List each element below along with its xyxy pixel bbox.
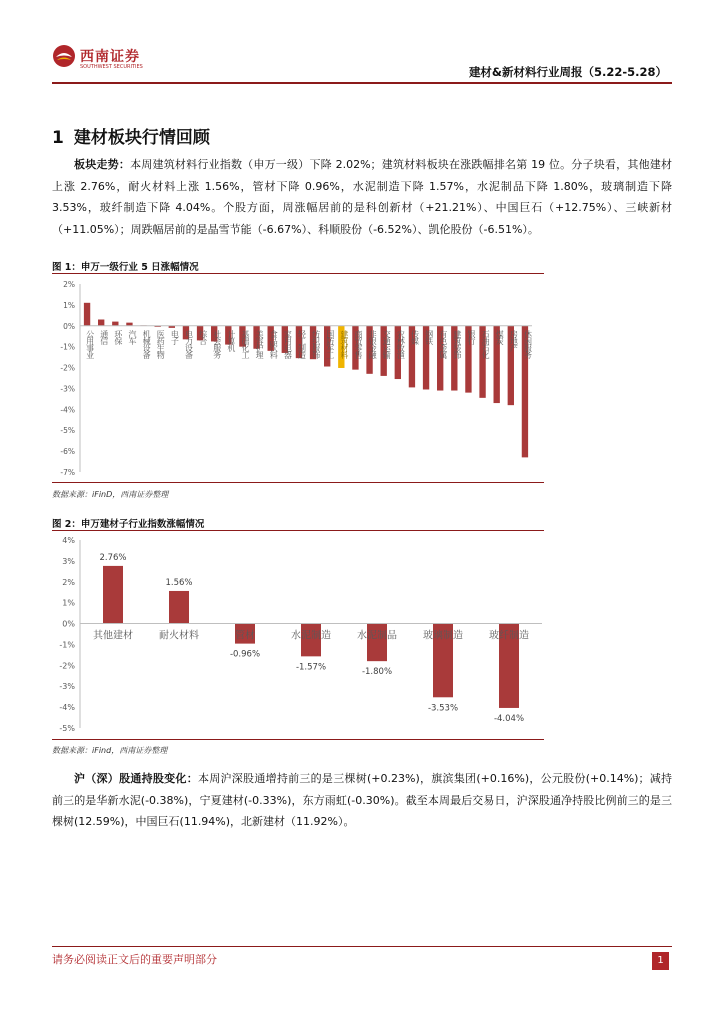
y-tick-label: 2% — [63, 280, 75, 289]
x-tick-label: 非银金融 — [368, 329, 378, 358]
x-tick-label: 纺织服饰 — [311, 329, 321, 358]
figure1-caption: 图 1：申万一级行业 5 日涨幅情况 — [52, 262, 199, 273]
x-tick-label: 公用事业 — [85, 329, 95, 358]
y-tick-label: -7% — [60, 468, 75, 477]
x-tick-label: 汽车 — [127, 329, 137, 344]
market-trend-text: 本周建筑材料行业指数（申万一级）下降 2.02%；建筑材料板块在涨跌幅排名第 19 位。分子块看，其他建材上涨 2.76%，耐火材料上涨 1.56%，管材下降 0.96%，水泥制造下降 1.57%，水泥制品下降 1.80%，玻璃制造下降 3.53%，玻纤制造下降 4.04%。个股方面，周涨幅居前的是科创新材（+21.21%）、中国巨石（+12.75%）、三峡新材（+11.05%）；周跌幅居前的是晶雪节能（-6.67%）、科顺股份（-6.52%）、凯伦股份（-6.51%）。 — [52, 158, 672, 236]
y-tick-label: -4% — [60, 405, 75, 415]
x-tick-label: 综合 — [198, 329, 208, 344]
data-label: -0.96% — [229, 649, 261, 660]
x-tick-label: 银行 — [466, 329, 476, 344]
y-tick-label: 3% — [62, 556, 75, 566]
x-tick-label: 休闲服务 — [523, 329, 533, 358]
figure1-top-rule — [52, 273, 544, 274]
x-tick-label: 农林牧渔 — [396, 329, 406, 358]
x-tick-label: 美容护理 — [255, 329, 265, 358]
x-tick-label: 计算机 — [226, 329, 236, 351]
market-trend-label: 板块走势： — [74, 158, 131, 171]
section-title: 建材板块行情回顾 — [73, 128, 210, 148]
x-tick-label: 国防军工 — [325, 329, 335, 358]
connect-holdings-paragraph — [52, 768, 672, 833]
connect-holdings-text: 本周沪深股通增持前三的是三棵树(+0.23%)，旗滨集团(+0.16%)，公元股份(+0.14%)；减持前三的是华新水泥(-0.38%)，宁夏建材(-0.33%)，东方雨虹(-0.30%)。截至本周最后交易日，沪深股通净持股比例前三的是三棵树(12.59%)，中国巨石(11.94%)，北新建材（11.92%）。 — [52, 772, 673, 828]
figure2-source: 数据来源：iFind，西南证券整理 — [52, 746, 168, 755]
x-tick-label: 商贸零售 — [353, 329, 363, 358]
x-tick-label: 房地产 — [509, 329, 519, 351]
y-tick-label: -1% — [59, 640, 75, 650]
figure1-source: 数据来源：iFinD，西南证券整理 — [52, 490, 169, 499]
x-tick-label: 钢铁 — [424, 329, 434, 344]
x-tick-label: 传媒 — [410, 329, 420, 344]
y-tick-label: 1% — [63, 300, 75, 310]
x-tick-label: 电子 — [170, 329, 180, 344]
x-tick-label: 医药生物 — [156, 329, 166, 358]
x-tick-label: 水泥制造 — [291, 630, 331, 642]
bar — [103, 566, 123, 624]
x-tick-label: 石油石化 — [481, 329, 491, 358]
x-tick-label: 耐火材料 — [159, 630, 199, 642]
logo-english-name: SOUTHWEST SECURITIES — [80, 64, 143, 70]
data-label: -3.53% — [427, 703, 459, 714]
company-logo — [52, 44, 157, 74]
market-trend-paragraph — [52, 154, 672, 240]
data-label: -4.04% — [493, 713, 525, 724]
y-tick-label: -5% — [60, 426, 75, 436]
y-tick-label: 1% — [62, 598, 75, 608]
y-tick-label: -1% — [60, 342, 75, 352]
x-tick-label: 社会服务 — [212, 329, 222, 358]
figure1-chart — [52, 276, 544, 480]
x-tick-label: 有色金属 — [438, 329, 448, 358]
figure2-chart — [52, 532, 544, 738]
x-tick-label: 电力设备 — [184, 329, 194, 358]
header-divider — [52, 82, 672, 84]
bar — [98, 320, 104, 326]
figure1-bottom-rule — [52, 482, 544, 483]
x-tick-label: 交通运输 — [382, 329, 392, 358]
bar — [84, 303, 90, 326]
x-tick-label: 煤炭 — [495, 329, 505, 344]
y-tick-label: -2% — [59, 661, 75, 671]
x-tick-label: 环保 — [113, 329, 123, 344]
footer-disclaimer: 请务必阅读正文后的重要声明部分 — [52, 953, 217, 966]
report-title: 建材&新材料行业周报（5.22-5.28） — [468, 65, 667, 79]
connect-holdings-label: 沪（深）股通持股变化： — [74, 772, 198, 785]
x-tick-label: 建筑装饰 — [452, 329, 462, 358]
bar — [367, 624, 387, 662]
logo-chinese-name: 西南证券 — [80, 49, 140, 65]
section-number: 1 — [52, 128, 64, 148]
y-tick-label: -4% — [59, 703, 75, 713]
data-label: -1.57% — [295, 662, 327, 673]
y-tick-label: -2% — [60, 363, 75, 373]
y-tick-label: 4% — [62, 536, 75, 545]
y-tick-label: -3% — [60, 384, 75, 394]
y-tick-label: 2% — [62, 577, 75, 587]
logo-mark-icon — [52, 44, 76, 68]
x-tick-label: 玻璃制造 — [423, 630, 463, 642]
y-tick-label: 0% — [62, 619, 75, 629]
x-tick-label: 食品饮料 — [269, 329, 279, 358]
data-label: 2.76% — [99, 552, 127, 563]
y-tick-label: -5% — [59, 724, 75, 733]
page-number: 1 — [652, 952, 669, 970]
x-tick-label: 建筑材料 — [339, 329, 349, 358]
figure2-bottom-rule — [52, 739, 544, 740]
x-tick-label: 家用电器 — [283, 329, 293, 358]
x-tick-label: 管材 — [235, 630, 255, 642]
figure2-caption: 图 2：申万建材子行业指数涨幅情况 — [52, 519, 205, 530]
figure2-top-rule — [52, 530, 544, 531]
x-tick-label: 轻工制造 — [297, 329, 307, 358]
x-tick-label: 玻纤制造 — [489, 630, 529, 642]
data-label: 1.56% — [165, 577, 193, 588]
footer-divider — [52, 946, 672, 947]
x-tick-label: 通信 — [99, 329, 109, 344]
y-tick-label: -6% — [60, 447, 75, 457]
data-label: -1.80% — [361, 667, 393, 678]
x-tick-label: 基础化工 — [240, 329, 250, 358]
x-tick-label: 机械设备 — [142, 329, 152, 358]
x-tick-label: 其他建材 — [93, 630, 133, 642]
section-heading — [52, 123, 210, 148]
x-tick-label: 水泥制品 — [357, 630, 397, 642]
y-tick-label: 0% — [63, 321, 75, 331]
bar — [169, 591, 189, 624]
y-tick-label: -3% — [59, 682, 75, 692]
bar — [112, 322, 118, 326]
